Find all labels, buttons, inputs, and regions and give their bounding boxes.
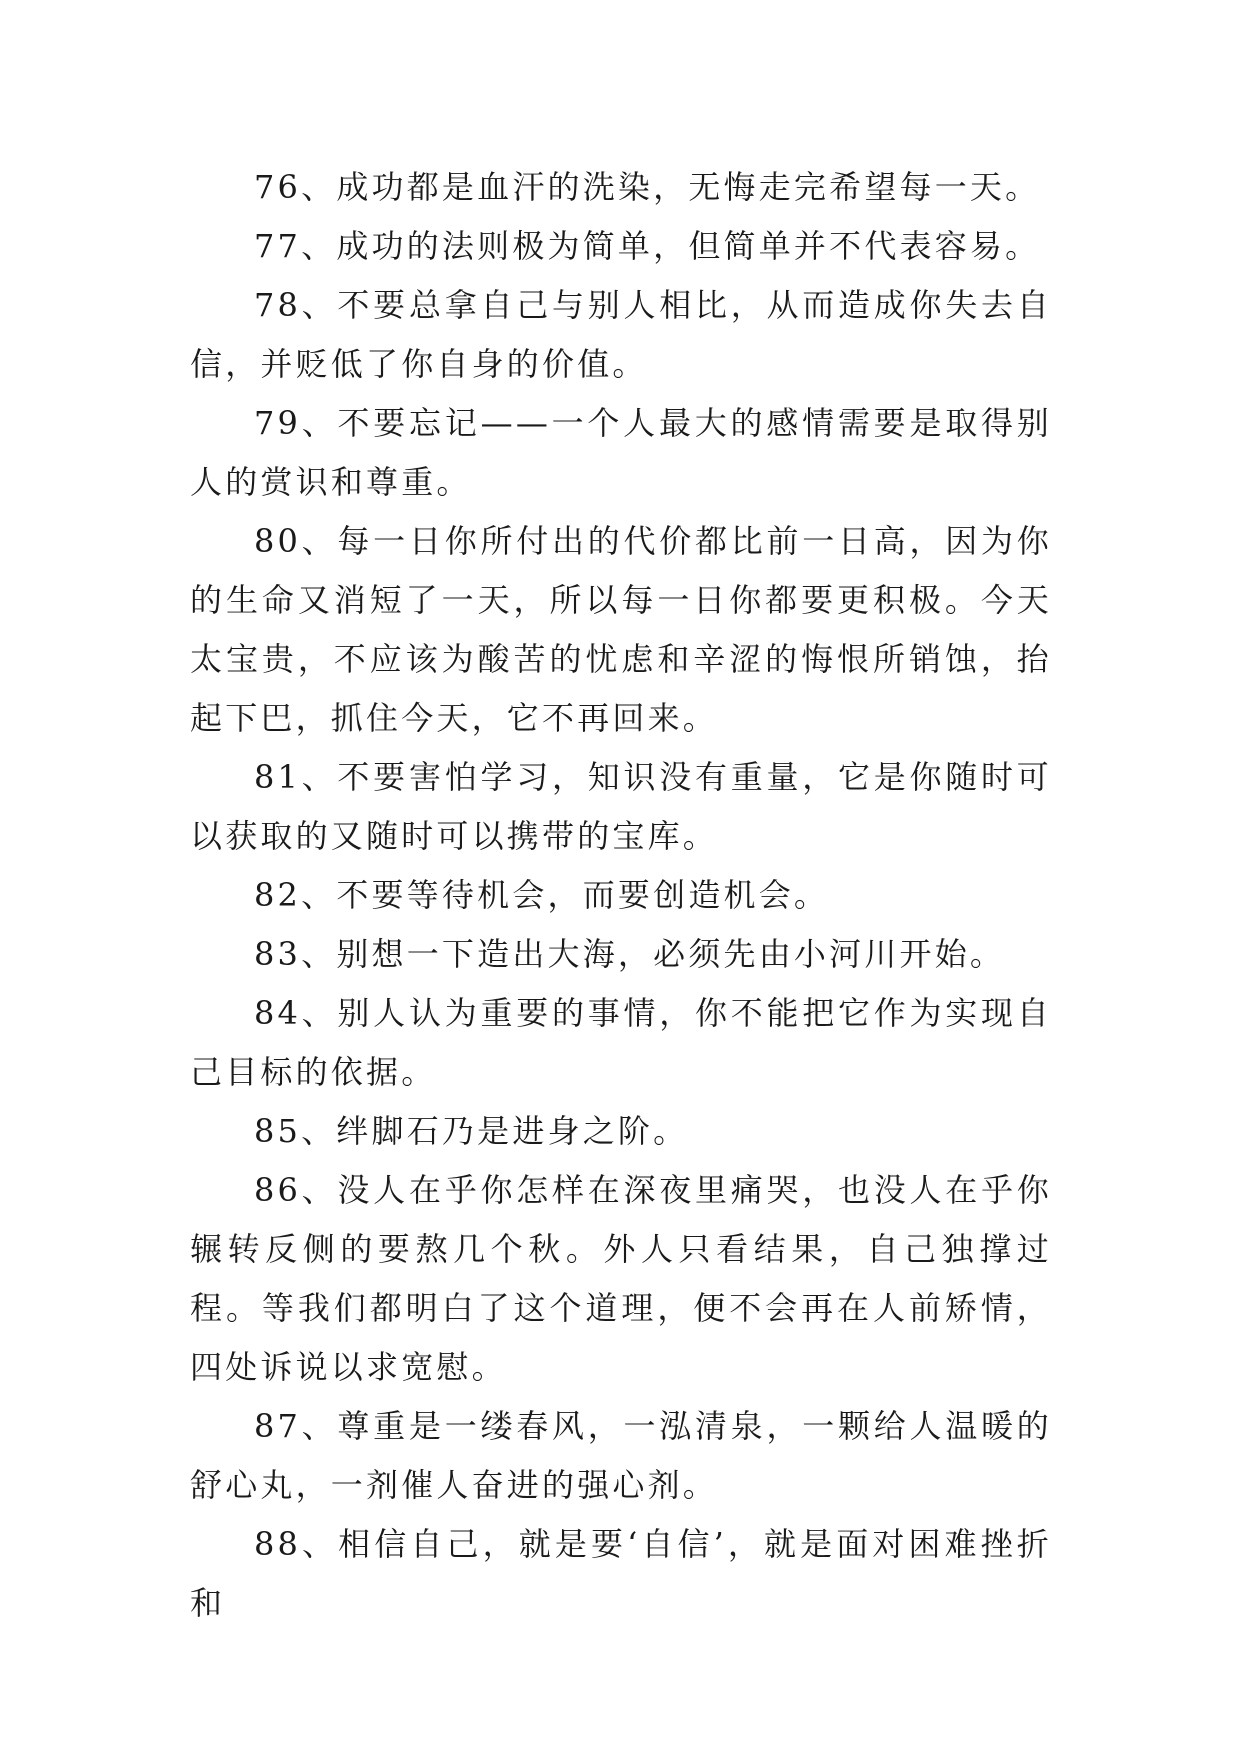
paragraph-86: 86、没人在乎你怎样在深夜里痛哭，也没人在乎你辗转反侧的要熬几个秋。外人只看结果，自己独撑过程。等我们都明白了这个道理，便不会再在人前矫情，四处诉说以求宽慰。 xyxy=(190,1171,1052,1386)
paragraph-85: 85、绊脚石乃是进身之阶。 xyxy=(254,1112,689,1150)
paragraph-81: 81、不要害怕学习，知识没有重量，它是你随时可以获取的又随时可以携带的宝库。 xyxy=(190,758,1052,855)
paragraph-78: 78、不要总拿自己与别人相比，从而造成你失去自信，并贬低了你自身的价值。 xyxy=(190,286,1052,383)
paragraph-88: 88、相信自己，就是要‘自信’，就是面对困难挫折和 xyxy=(190,1525,1052,1622)
paragraph-79: 79、不要忘记——一个人最大的感情需要是取得别人的赏识和尊重。 xyxy=(190,404,1052,501)
paragraph-80: 80、每一日你所付出的代价都比前一日高，因为你的生命又消短了一天，所以每一日你都要更积极。今天太宝贵，不应该为酸苦的忧虑和辛涩的悔恨所销蚀，抬起下巴，抓住今天，它不再回来。 xyxy=(190,522,1052,737)
paragraph-83: 83、别想一下造出大海，必须先由小河川开始。 xyxy=(254,935,1006,973)
paragraph-82: 82、不要等待机会，而要创造机会。 xyxy=(254,876,830,914)
document-body xyxy=(190,158,1052,1633)
paragraph-77: 77、成功的法则极为简单，但简单并不代表容易。 xyxy=(254,227,1041,265)
paragraph-87: 87、尊重是一缕春风，一泓清泉，一颗给人温暖的舒心丸，一剂催人奋进的强心剂。 xyxy=(190,1407,1052,1504)
paragraph-84: 84、别人认为重要的事情，你不能把它作为实现自己目标的依据。 xyxy=(190,994,1052,1091)
paragraph-76: 76、成功都是血汗的洗染，无悔走完希望每一天。 xyxy=(254,168,1041,206)
